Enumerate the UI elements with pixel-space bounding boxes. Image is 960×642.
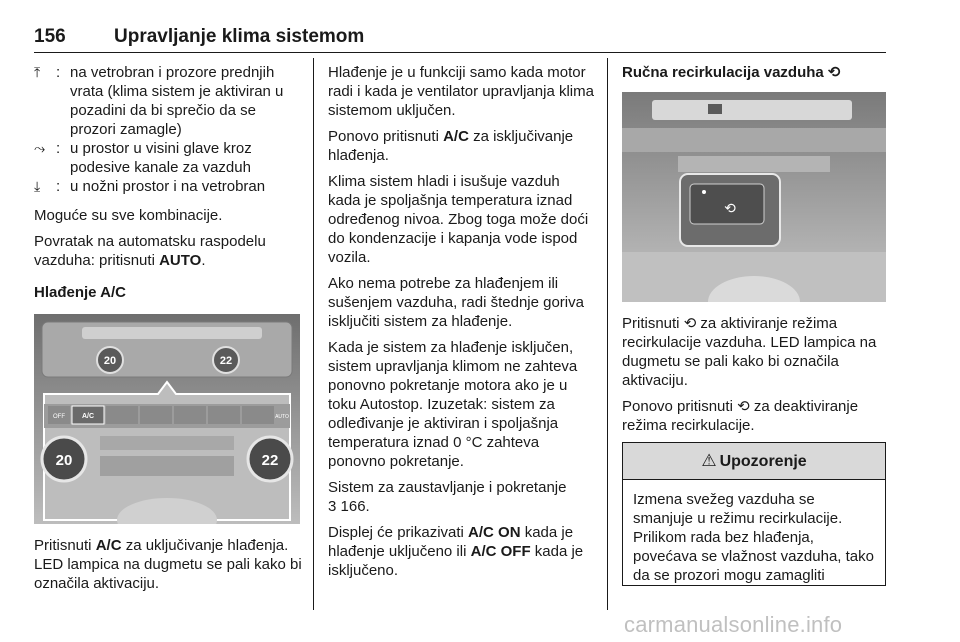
warning-box	[622, 442, 886, 586]
definition-text: u prostor u visini glave kroz podesive kanale za vazduh	[70, 140, 252, 176]
paragraph: Klima sistem hladi i isušuje vazduh kada je spoljašnja temperatura iznad određenog nivoa. Zbog toga može doći do kondenzacije i kapanja vode ispod vozila.	[328, 173, 589, 266]
windshield-and-front-windows-icon: ⤒	[34, 64, 41, 80]
column-divider-right	[607, 58, 608, 610]
recirculation-icon: ⟲	[827, 64, 841, 81]
warning-text: Izmena svežeg vazduha se smanjuje u režimu recirkulacije. Prilikom rada bez hlađenja, povećava se vlažnost vazduha, tako da se prozori mogu zamagliti	[633, 491, 874, 584]
definition-text: na vetrobran i prozore prednjih vrata (klima sistem je aktiviran u pozadini da bi sprečio da se prozori zamagle)	[70, 64, 284, 138]
paragraph: Pritisnuti ⟲ za aktiviranje režima recirkulacije vazduha. LED lampica na dugmetu se pali kako bi označila aktivaciju.	[622, 315, 877, 389]
paragraph: Kada je sistem za hlađenje isključen, sistem upravljanja klimom ne zahteva ponovno pokretanje motora ako je u toku Autostop. Izuzetak: sistem za odleđivanje je aktiviran i spoljašnja temperatura iznad 0 °C zahteva ponovno pokretanje.	[328, 339, 578, 470]
top-left-temp: 20	[103, 355, 117, 367]
paragraph: Povratak na automatsku raspodelu vazduha: pritisnuti AUTO.	[34, 233, 266, 269]
recirculation-icon: ⟲	[737, 398, 750, 415]
section-heading: Ručna recirkulacija vazduha ⟲	[622, 64, 841, 81]
recirculation-icon: ⟲	[683, 315, 697, 332]
zoom-left-temp: 20	[55, 452, 73, 469]
left-column	[34, 63, 302, 600]
ac-button-label: A/C	[81, 413, 95, 420]
recirculation-button-photo	[622, 92, 886, 302]
section-subheading: Hlađenje A/C	[34, 284, 126, 301]
top-right-temp: 22	[219, 355, 233, 367]
watermark-text: carmanualsonline.info	[624, 612, 843, 637]
zoom-right-temp: 22	[261, 452, 279, 469]
column-divider-left	[313, 58, 314, 610]
paragraph: Ako nema potrebe za hlađenjem ili sušenjem vazduha, radi štednje goriva isključiti sistem za hlađenje.	[328, 275, 584, 330]
recirculation-icon: ⟲	[724, 200, 736, 216]
page-number: 156	[34, 26, 66, 47]
auto-button-label: AUTO	[275, 414, 289, 420]
paragraph: Ponovo pritisnuti ⟲ za deaktiviranje režima recirkulacije.	[622, 398, 859, 434]
page-reference-link[interactable]: 3 166.	[328, 498, 370, 515]
paragraph: Sistem za zaustavljanje i pokretanje 3 166.	[328, 479, 567, 515]
warning-title: Upozorenje	[719, 453, 807, 470]
paragraph: Hlađenje je u funkciji samo kada motor radi i kada je ventilator upravljanja klima sistemom uključen.	[328, 64, 594, 119]
middle-column	[328, 63, 596, 587]
definition-item: ⤳ : u prostor u visini glave kroz podesive kanale za vazduh	[34, 140, 252, 176]
paragraph: Pritisnuti A/C za uključivanje hlađenja. LED lampica na dugmetu se pali kako bi označila aktivaciju.	[34, 537, 302, 592]
ac-control-panel-photo	[34, 314, 300, 524]
paragraph: Ponovo pritisnuti A/C za isključivanje hlađenja.	[328, 128, 574, 164]
footwell-and-windshield-icon: ⤓	[34, 178, 41, 194]
warning-header	[623, 443, 885, 480]
paragraph: Moguće su sve kombinacije.	[34, 207, 223, 224]
warning-triangle-icon: ⚠	[701, 451, 717, 470]
definition-item: ⤓ : u nožni prostor i na vetrobran	[34, 178, 266, 195]
page-header	[34, 26, 886, 53]
definition-text: u nožni prostor i na vetrobran	[70, 178, 266, 195]
page-title: Upravljanje klima sistemom	[114, 26, 365, 47]
off-button-label: OFF	[53, 414, 65, 420]
right-column	[622, 63, 886, 586]
definition-item: ⤒ : na vetrobran i prozore prednjih vrata (klima sistem je aktiviran u pozadini da bi sprečio da se prozori zamagle)	[34, 64, 284, 138]
paragraph: Displej će prikazivati A/C ON kada je hlađenje uključeno ili A/C OFF kada je isključeno.	[328, 524, 584, 579]
head-level-vent-icon: ⤳	[34, 140, 46, 156]
